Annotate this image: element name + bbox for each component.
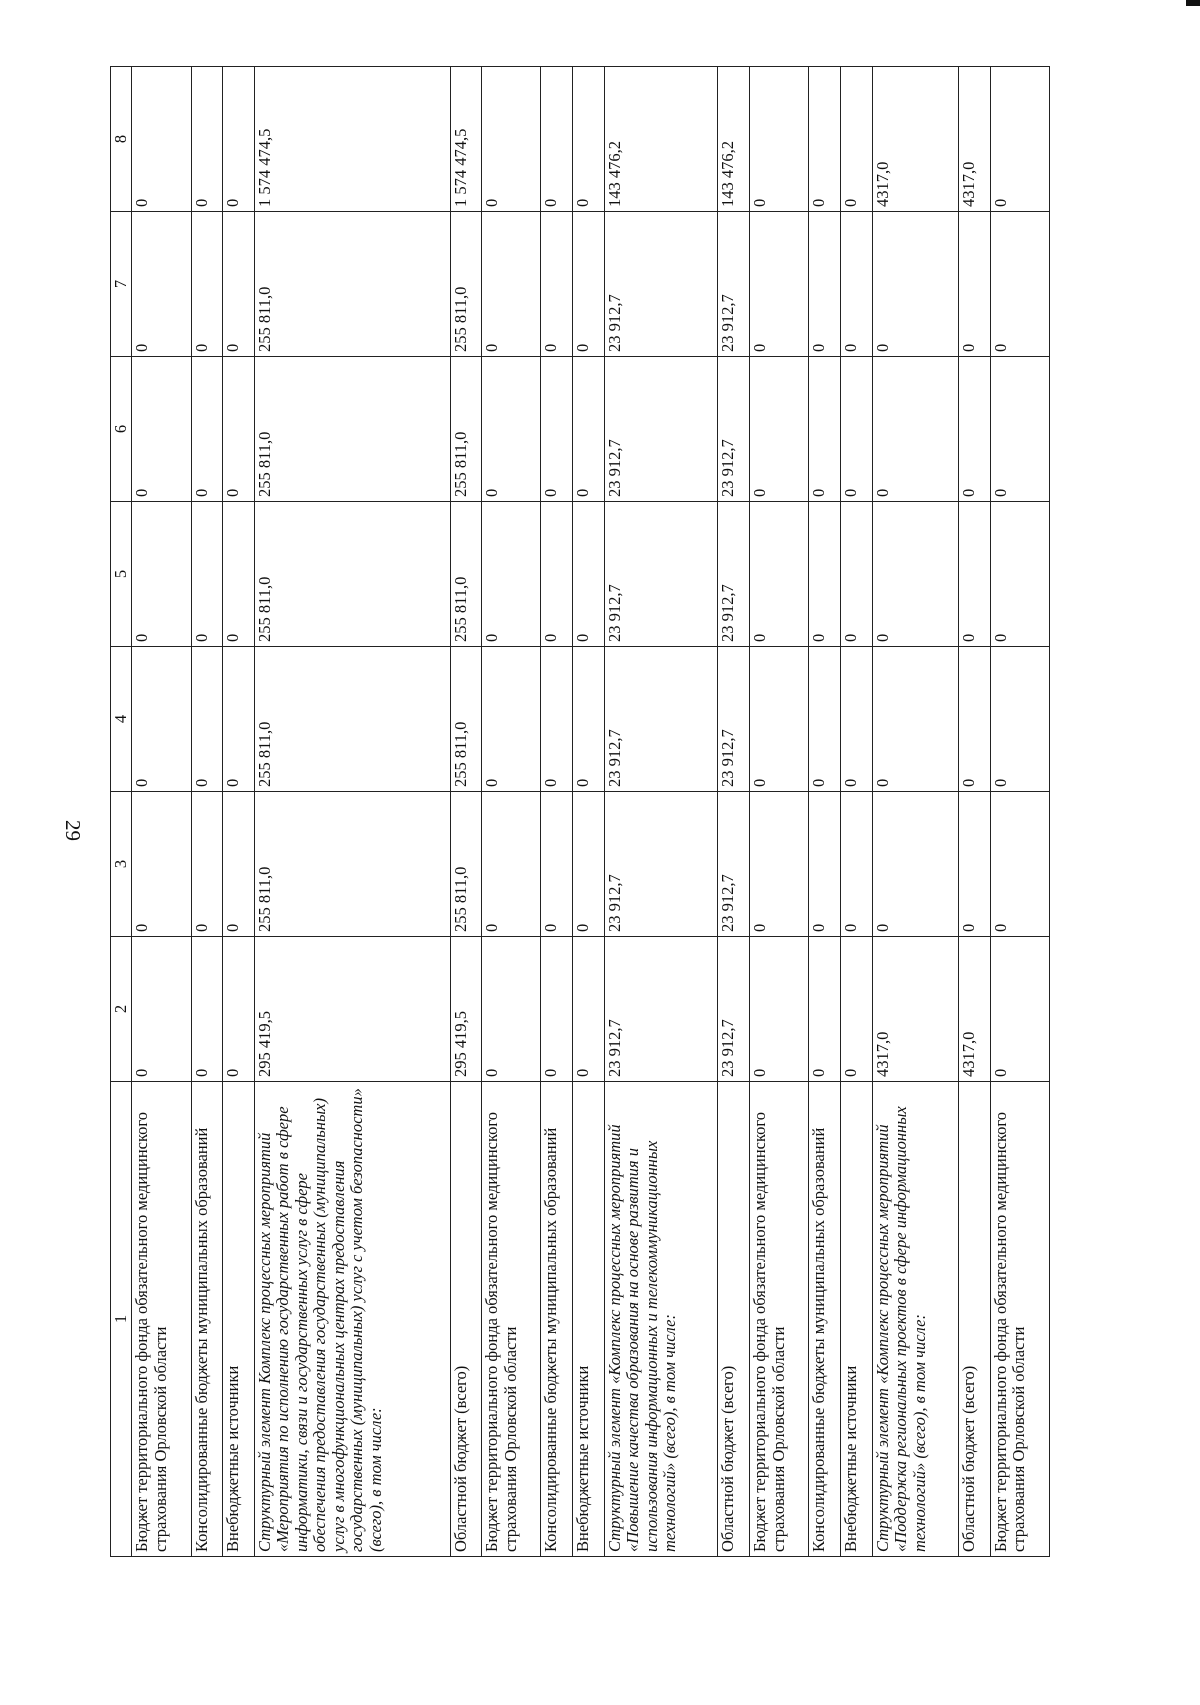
value-cell: 0 xyxy=(191,937,223,1082)
value-cell: 0 xyxy=(223,502,255,647)
value-cell: 255 811,0 xyxy=(254,357,450,502)
value-cell: 0 xyxy=(809,212,841,357)
value-cell: 0 xyxy=(191,792,223,937)
value-cell: 255 811,0 xyxy=(254,502,450,647)
value-cell: 0 xyxy=(573,647,605,792)
budget-source-label: Внебюджетные источники xyxy=(841,1082,873,1557)
table-row xyxy=(223,67,255,1557)
table-row xyxy=(872,67,958,1557)
table-row xyxy=(809,67,841,1557)
value-cell: 0 xyxy=(841,67,873,212)
header-cell: 8 xyxy=(111,67,132,212)
value-cell: 0 xyxy=(223,357,255,502)
value-cell: 255 811,0 xyxy=(254,792,450,937)
budget-source-label: Бюджет территориального фонда обязательного медицинского страхования Орловской области xyxy=(990,1082,1049,1557)
header-cell: 6 xyxy=(111,357,132,502)
budget-source-label: Внебюджетные источники xyxy=(573,1082,605,1557)
structural-element-label: Структурный элемент «Комплекс процессных мероприятий «Поддержка региональных проектов в сфере информационных технологий» (всего), в том числе: xyxy=(872,1082,958,1557)
value-cell: 0 xyxy=(750,357,809,502)
table-row xyxy=(254,67,450,1557)
value-cell: 0 xyxy=(573,357,605,502)
budget-source-label: Бюджет территориального фонда обязательного медицинского страхования Орловской области xyxy=(750,1082,809,1557)
value-cell: 0 xyxy=(223,792,255,937)
table-row xyxy=(573,67,605,1557)
value-cell: 0 xyxy=(809,647,841,792)
value-cell: 0 xyxy=(990,502,1049,647)
value-cell: 0 xyxy=(959,212,991,357)
value-cell: 0 xyxy=(841,357,873,502)
table-row xyxy=(191,67,223,1557)
value-cell: 0 xyxy=(482,212,541,357)
value-cell: 295 419,5 xyxy=(450,937,482,1082)
value-cell: 255 811,0 xyxy=(450,502,482,647)
value-cell: 0 xyxy=(959,792,991,937)
value-cell: 0 xyxy=(841,792,873,937)
budget-source-label: Консолидированные бюджеты муниципальных образований xyxy=(191,1082,223,1557)
value-cell: 4317,0 xyxy=(959,937,991,1082)
value-cell: 0 xyxy=(750,67,809,212)
table-row xyxy=(482,67,541,1557)
value-cell: 0 xyxy=(872,212,958,357)
value-cell: 0 xyxy=(750,937,809,1082)
value-cell: 255 811,0 xyxy=(450,647,482,792)
table-row xyxy=(990,67,1049,1557)
value-cell: 0 xyxy=(541,792,573,937)
value-cell: 0 xyxy=(223,67,255,212)
value-cell: 4317,0 xyxy=(959,67,991,212)
header-cell: 5 xyxy=(111,502,132,647)
value-cell: 0 xyxy=(132,792,191,937)
value-cell: 0 xyxy=(482,937,541,1082)
value-cell: 0 xyxy=(191,357,223,502)
value-cell: 255 811,0 xyxy=(254,212,450,357)
value-cell: 0 xyxy=(872,792,958,937)
table-row xyxy=(718,67,750,1557)
value-cell: 0 xyxy=(482,792,541,937)
budget-source-label: Областной бюджет (всего) xyxy=(450,1082,482,1557)
value-cell: 0 xyxy=(132,357,191,502)
value-cell: 0 xyxy=(841,212,873,357)
value-cell: 1 574 474,5 xyxy=(254,67,450,212)
value-cell: 0 xyxy=(223,647,255,792)
header-row xyxy=(111,67,132,1557)
value-cell: 0 xyxy=(191,502,223,647)
scan-edge-mark xyxy=(1186,0,1200,6)
value-cell: 0 xyxy=(482,647,541,792)
value-cell: 0 xyxy=(223,212,255,357)
value-cell: 143 476,2 xyxy=(604,67,718,212)
table-row xyxy=(132,67,191,1557)
value-cell: 23 912,7 xyxy=(718,792,750,937)
value-cell: 0 xyxy=(750,792,809,937)
budget-source-label: Областной бюджет (всего) xyxy=(959,1082,991,1557)
value-cell: 0 xyxy=(841,937,873,1082)
value-cell: 23 912,7 xyxy=(604,647,718,792)
value-cell: 0 xyxy=(750,212,809,357)
value-cell: 255 811,0 xyxy=(254,647,450,792)
value-cell: 0 xyxy=(841,502,873,647)
value-cell: 0 xyxy=(541,937,573,1082)
value-cell: 23 912,7 xyxy=(604,937,718,1082)
value-cell: 0 xyxy=(482,67,541,212)
value-cell: 0 xyxy=(959,502,991,647)
value-cell: 0 xyxy=(841,647,873,792)
value-cell: 23 912,7 xyxy=(718,647,750,792)
value-cell: 0 xyxy=(573,212,605,357)
value-cell: 0 xyxy=(191,647,223,792)
budget-source-label: Областной бюджет (всего) xyxy=(718,1082,750,1557)
value-cell: 0 xyxy=(482,357,541,502)
budget-source-label: Консолидированные бюджеты муниципальных образований xyxy=(809,1082,841,1557)
value-cell: 0 xyxy=(573,937,605,1082)
value-cell: 0 xyxy=(132,67,191,212)
value-cell: 0 xyxy=(573,792,605,937)
value-cell: 0 xyxy=(809,357,841,502)
header-cell: 2 xyxy=(111,937,132,1082)
table-row xyxy=(541,67,573,1557)
value-cell: 0 xyxy=(990,212,1049,357)
value-cell: 0 xyxy=(990,937,1049,1082)
page-number: 29 xyxy=(61,820,85,841)
value-cell: 0 xyxy=(573,502,605,647)
budget-source-label: Консолидированные бюджеты муниципальных образований xyxy=(541,1082,573,1557)
value-cell: 23 912,7 xyxy=(604,792,718,937)
value-cell: 23 912,7 xyxy=(604,357,718,502)
value-cell: 0 xyxy=(191,67,223,212)
value-cell: 1 574 474,5 xyxy=(450,67,482,212)
value-cell: 0 xyxy=(223,937,255,1082)
value-cell: 0 xyxy=(541,67,573,212)
value-cell: 23 912,7 xyxy=(718,937,750,1082)
value-cell: 0 xyxy=(990,357,1049,502)
value-cell: 255 811,0 xyxy=(450,212,482,357)
header-cell: 3 xyxy=(111,792,132,937)
value-cell: 0 xyxy=(482,502,541,647)
value-cell: 23 912,7 xyxy=(604,502,718,647)
value-cell: 0 xyxy=(132,647,191,792)
value-cell: 0 xyxy=(132,937,191,1082)
value-cell: 23 912,7 xyxy=(718,502,750,647)
header-cell: 7 xyxy=(111,212,132,357)
value-cell: 23 912,7 xyxy=(718,212,750,357)
structural-element-label: Структурный элемент «Комплекс процессных мероприятий «Повышение качества образования на основе развития и использования информационных и телекоммуникационных технологий» (всего), в том числе: xyxy=(604,1082,718,1557)
value-cell: 4317,0 xyxy=(872,937,958,1082)
value-cell: 0 xyxy=(959,647,991,792)
value-cell: 23 912,7 xyxy=(718,357,750,502)
value-cell: 0 xyxy=(990,67,1049,212)
structural-element-label: Структурный элемент Комплекс процессных мероприятий «Мероприятия по исполнению государственных работ в сфере информатики, связи и государственных услуг в сфере обеспечения предоставления государственных (муниципальных) услуг в многофункциональных центрах предоставления государственных (муниципальных) услуг с учетом безопасности» (всего), в том числе: xyxy=(254,1082,450,1557)
table-row xyxy=(450,67,482,1557)
value-cell: 0 xyxy=(872,357,958,502)
value-cell: 255 811,0 xyxy=(450,357,482,502)
value-cell: 0 xyxy=(750,502,809,647)
budget-source-label: Бюджет территориального фонда обязательного медицинского страхования Орловской области xyxy=(132,1082,191,1557)
value-cell: 255 811,0 xyxy=(450,792,482,937)
table-body xyxy=(132,67,1050,1557)
table-row xyxy=(604,67,718,1557)
value-cell: 0 xyxy=(750,647,809,792)
value-cell: 4317,0 xyxy=(872,67,958,212)
value-cell: 0 xyxy=(132,212,191,357)
value-cell: 0 xyxy=(132,502,191,647)
budget-source-label: Бюджет территориального фонда обязательного медицинского страхования Орловской области xyxy=(482,1082,541,1557)
value-cell: 0 xyxy=(872,502,958,647)
value-cell: 0 xyxy=(541,647,573,792)
value-cell: 0 xyxy=(809,502,841,647)
table-row xyxy=(841,67,873,1557)
rotated-table-container xyxy=(110,67,1050,1557)
value-cell: 0 xyxy=(959,357,991,502)
value-cell: 0 xyxy=(990,792,1049,937)
value-cell: 295 419,5 xyxy=(254,937,450,1082)
value-cell: 0 xyxy=(541,212,573,357)
header-cell: 1 xyxy=(111,1082,132,1557)
value-cell: 23 912,7 xyxy=(604,212,718,357)
value-cell: 0 xyxy=(191,212,223,357)
value-cell: 0 xyxy=(541,357,573,502)
value-cell: 0 xyxy=(809,937,841,1082)
value-cell: 0 xyxy=(573,67,605,212)
budget-source-label: Внебюджетные источники xyxy=(223,1082,255,1557)
value-cell: 0 xyxy=(872,647,958,792)
table-row xyxy=(750,67,809,1557)
value-cell: 0 xyxy=(809,792,841,937)
value-cell: 0 xyxy=(541,502,573,647)
budget-table xyxy=(110,66,1050,1557)
value-cell: 0 xyxy=(809,67,841,212)
value-cell: 143 476,2 xyxy=(718,67,750,212)
value-cell: 0 xyxy=(990,647,1049,792)
table-row xyxy=(959,67,991,1557)
header-cell: 4 xyxy=(111,647,132,792)
